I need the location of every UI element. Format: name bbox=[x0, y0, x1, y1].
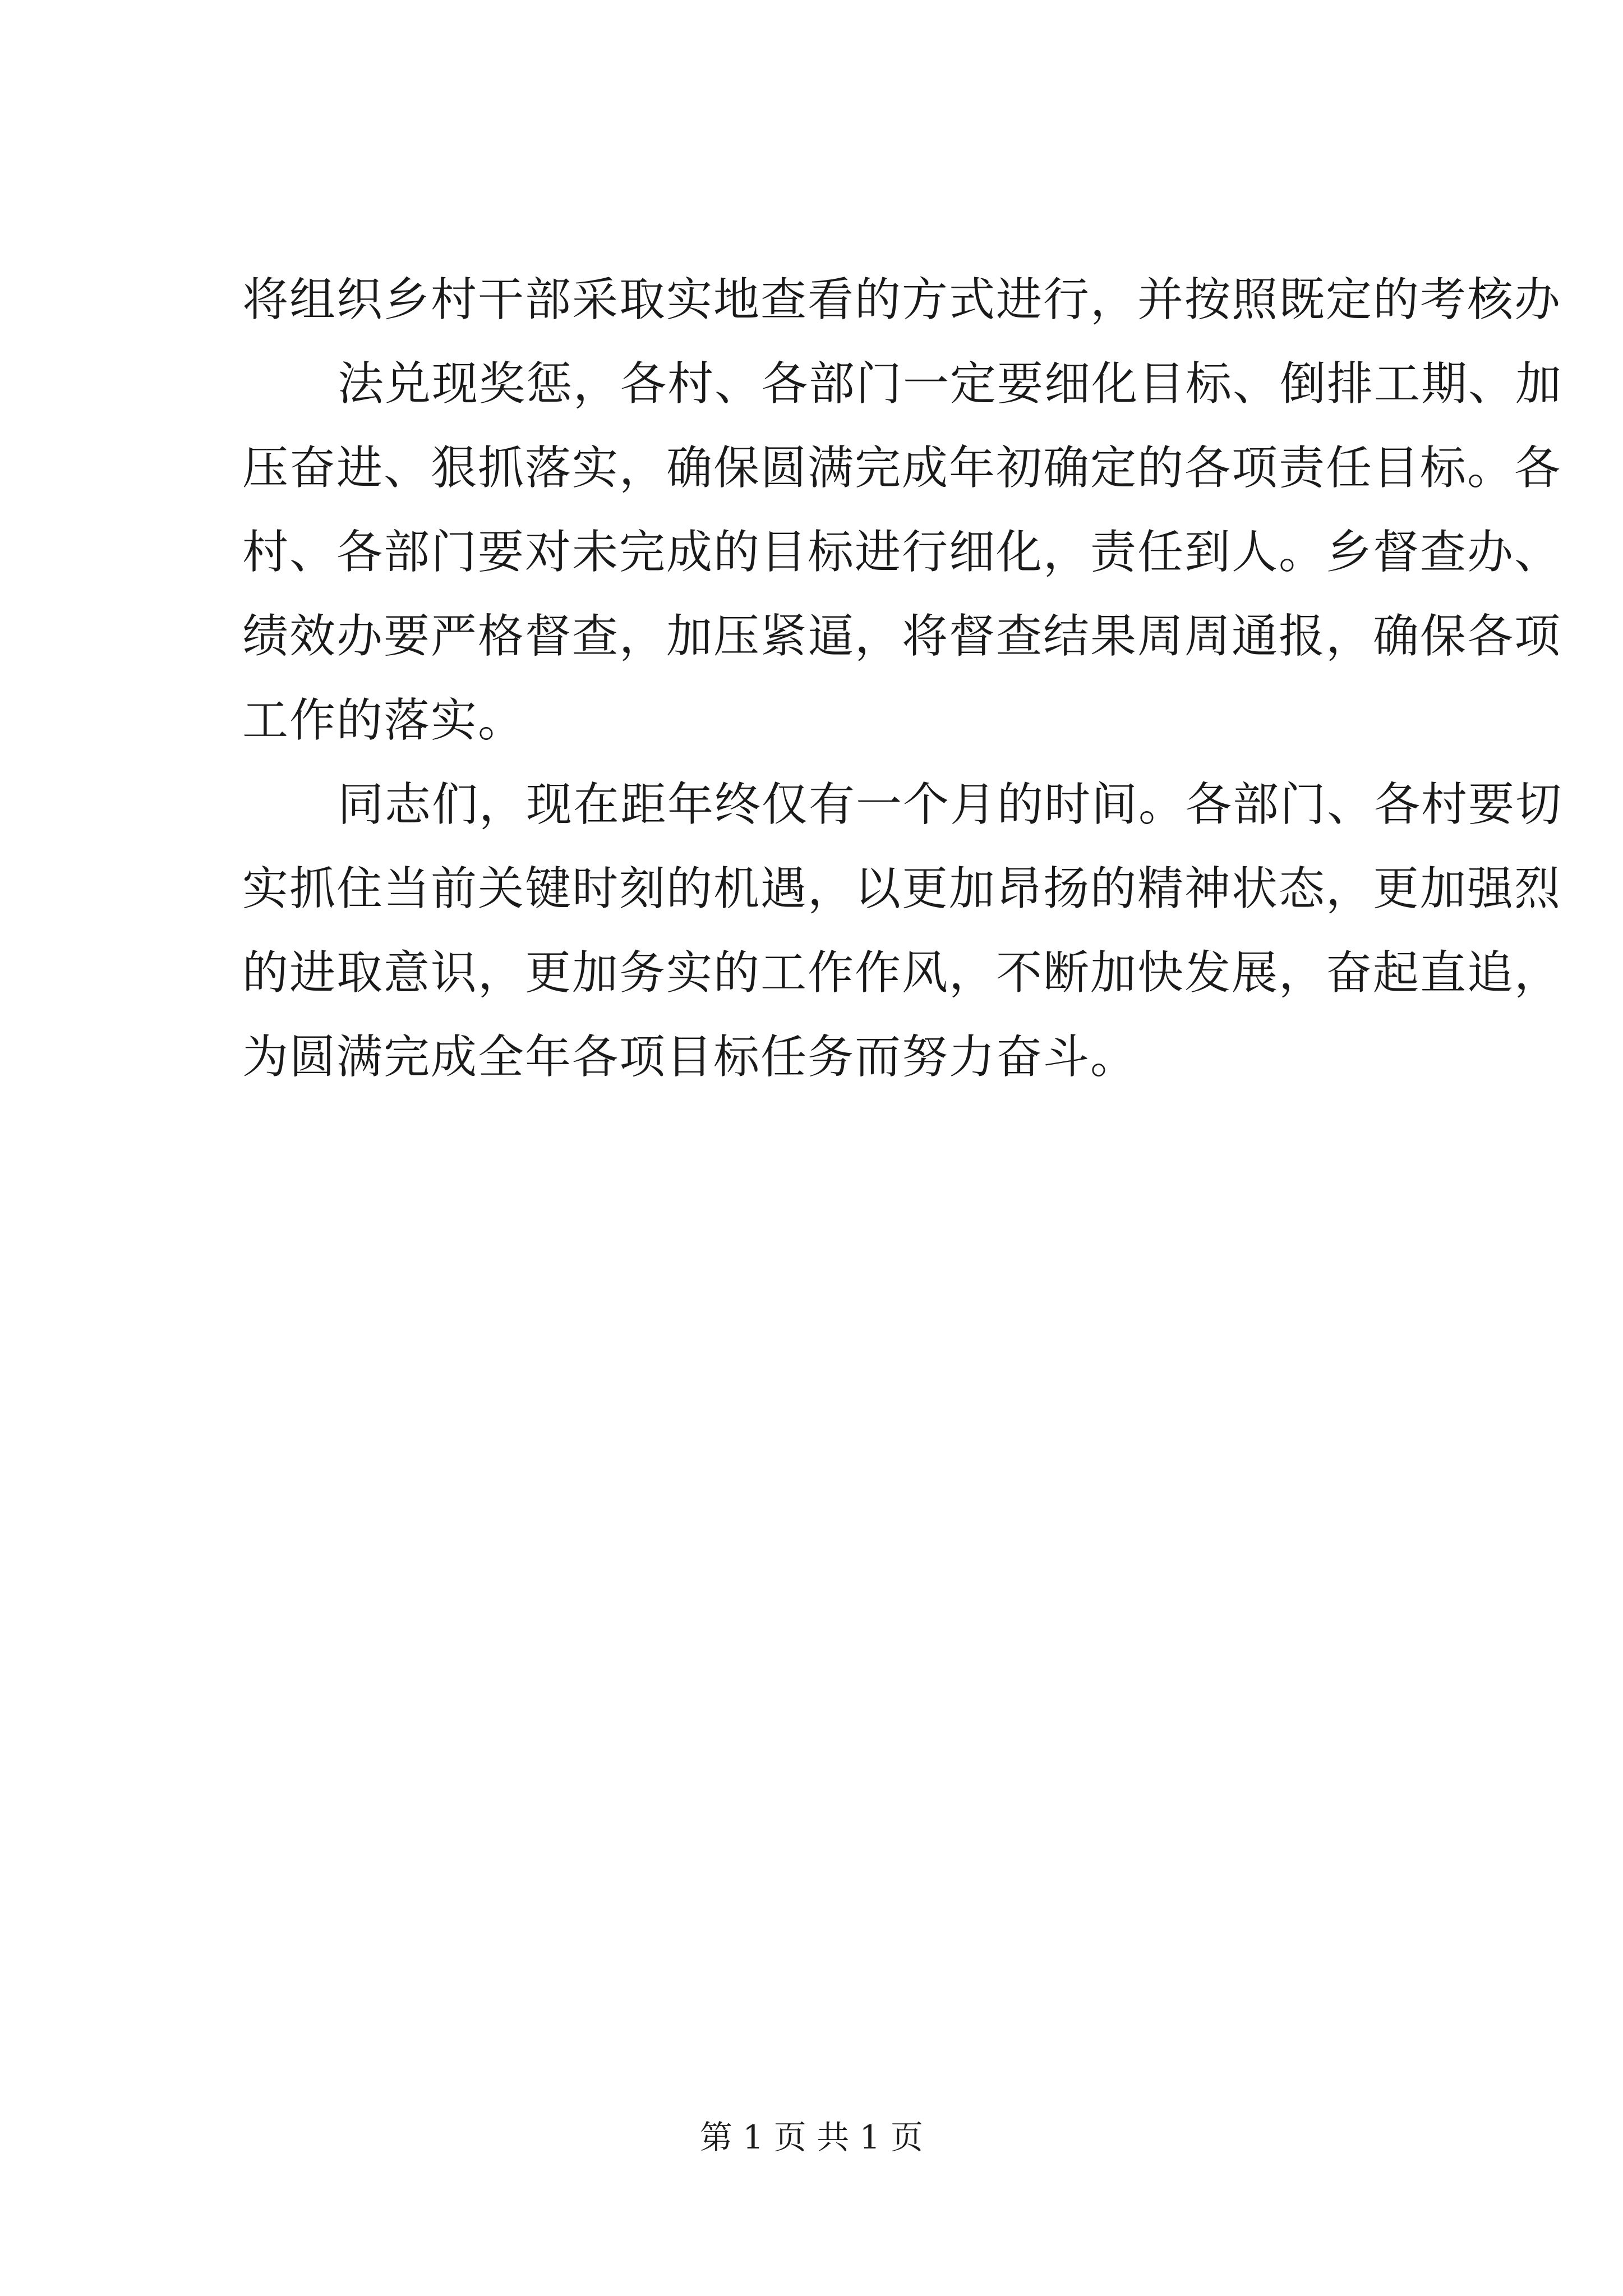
text-line: 将组织乡村干部采取实地查看的方式进行，并按照既定的考核办 bbox=[242, 273, 1562, 326]
text-line: 压奋进、狠抓落实，确保圆满完成年初确定的各项责任目标。各 bbox=[242, 441, 1562, 495]
text-line: 实抓住当前关键时刻的机遇，以更加昂扬的精神状态，更加强烈 bbox=[242, 862, 1562, 915]
page-number-footer: 第 1 页 共 1 页 bbox=[700, 2118, 923, 2156]
text-line: 绩效办要严格督查，加压紧逼，将督查结果周周通报，确保各项 bbox=[242, 610, 1562, 663]
text-line: 同志们，现在距年终仅有一个月的时间。各部门、各村要切 bbox=[338, 778, 1563, 831]
text-line: 工作的落实。 bbox=[242, 694, 525, 747]
document-body bbox=[242, 258, 1563, 1099]
text-line: 村、各部门要对未完成的目标进行细化，责任到人。乡督查办、 bbox=[242, 526, 1562, 579]
text-line: 法兑现奖惩，各村、各部门一定要细化目标、倒排工期、加 bbox=[338, 357, 1563, 411]
text-line: 为圆满完成全年各项目标任务而努力奋斗。 bbox=[242, 1030, 1138, 1084]
text-line: 的进取意识，更加务实的工作作风，不断加快发展，奋起直追， bbox=[242, 946, 1562, 1000]
